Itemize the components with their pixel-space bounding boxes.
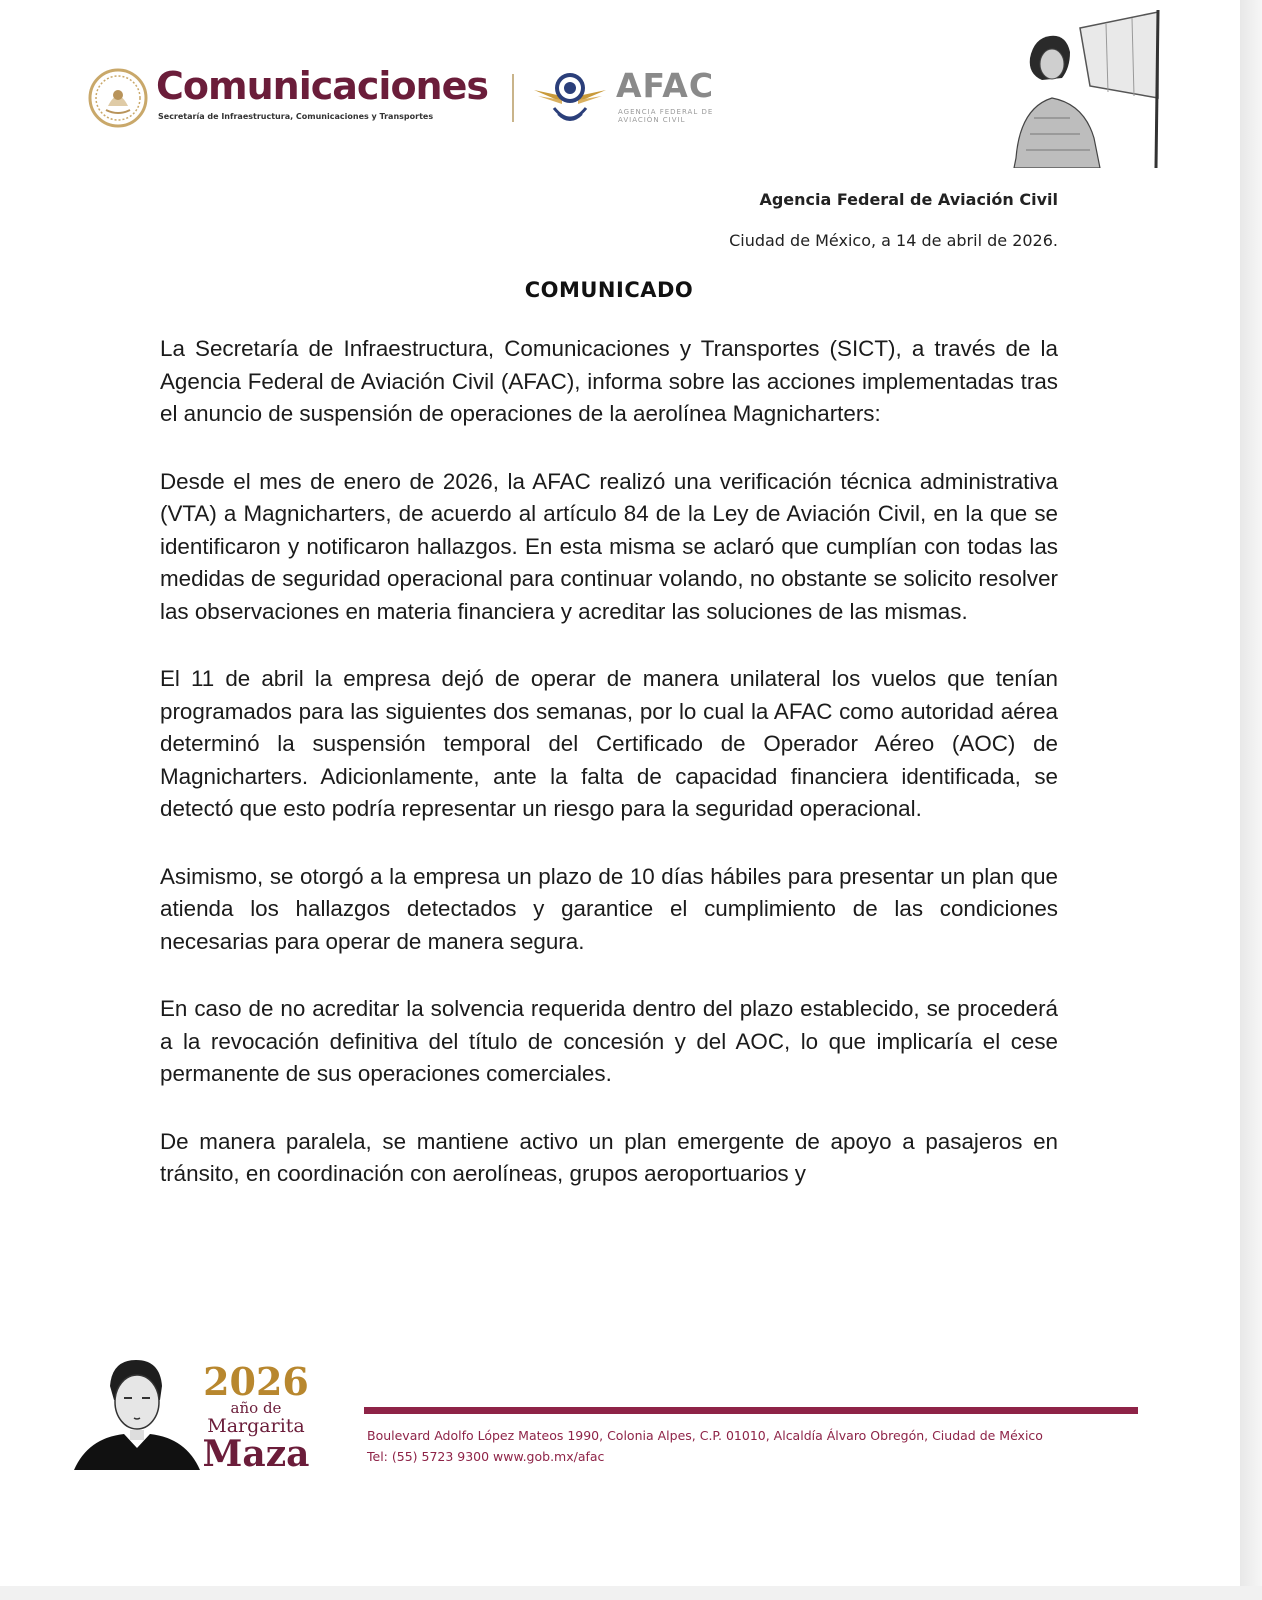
footer-contact: Tel: (55) 5723 9300 www.gob.mx/afac [367,1449,605,1464]
logo-divider [512,74,514,122]
sict-logo-title: Comunicaciones [156,64,488,108]
place-and-date: Ciudad de México, a 14 de abril de 2026. [729,231,1058,250]
sict-logo-subtitle: Secretaría de Infraestructura, Comunicaciones y Transportes [158,112,434,121]
margarita-maza-portrait-icon [74,1356,200,1472]
afac-badge-icon [532,68,608,130]
communique-body [160,333,1058,1226]
page-title: COMUNICADO [524,278,694,302]
letterhead-logos [88,62,748,132]
issuing-agency: Agencia Federal de Aviación Civil [759,190,1058,209]
paragraph-verification: Desde el mes de enero de 2026, la AFAC realizó una verificación técnica administrativa (VTA) a Magnicharters, de acuerdo al artículo 84 de la Ley de Aviación Civil, en la que se identificaron y notificaron hallazgos. En esta misma se aclaró que cumplían con todas las medidas de seguridad operacional para continuar volando, no obstante se solicito resolver las observaciones en materia financiera y acreditar las soluciones de las mismas. [160,468,1058,624]
year-honoree-name: Margarita [207,1415,305,1437]
paragraph-intro: La Secretaría de Infraestructura, Comunicaciones y Transportes (SICT), a través de la Agencia Federal de Aviación Civil (AFAC), informa sobre las acciones implementadas tras el anuncio de suspensión de operaciones de la aerolínea Magnicharters: [160,336,1058,426]
paragraph-suspension: El 11 de abril la empresa dejó de operar de manera unilateral los vuelos que tenían programados para las siguientes dos semanas, por lo cual la AFAC como autoridad aérea determinó la suspensión temporal del Certificado de Operador Aéreo (AOC) de Magnicharters. Adicionlamente, ante la falta de capacidad financiera identificada, se detectó que esto podría representar un riesgo para la seguridad operacional. [160,666,1058,821]
flag-heroine-illustration-icon [1010,8,1168,168]
year-de: año de [230,1399,282,1417]
afac-logo-subtitle: AGENCIA FEDERAL DE AVIACIÓN CIVIL [618,108,714,124]
paragraph-passenger-plan: De manera paralela, se mantiene activo un plan emergente de apoyo a pasajeros en tránsito, en coordinación con aerolíneas, grupos aeroportuarios y [160,1128,1058,1186]
paragraph-revocation: En caso de no acreditar la solvencia requerida dentro del plazo establecido, se procederá a la revocación definitiva del título de concesión y del AOC, lo que implicaría el cese permanente de sus operaciones comerciales. [160,996,1058,1086]
page-edge-shadow [1240,0,1262,1600]
afac-logo-title: AFAC [616,66,715,105]
footer-address: Boulevard Adolfo López Mateos 1990, Colonia Alpes, C.P. 01010, Alcaldía Álvaro Obregón, Ciudad de México [367,1428,1043,1443]
year-logo [200,1359,312,1475]
year-honoree-surname: Maza [202,1433,310,1475]
year-number: 2026 [203,1359,309,1404]
paragraph-deadline: Asimismo, se otorgó a la empresa un plazo de 10 días hábiles para presentar un plan que atienda los hallazgos detectados y garantice el cumplimiento de las condiciones necesarias para operar de manera segura. [160,863,1058,954]
mexico-seal-icon [88,68,148,128]
footer-divider [364,1407,1138,1414]
page-bottom-shadow [0,1586,1262,1600]
